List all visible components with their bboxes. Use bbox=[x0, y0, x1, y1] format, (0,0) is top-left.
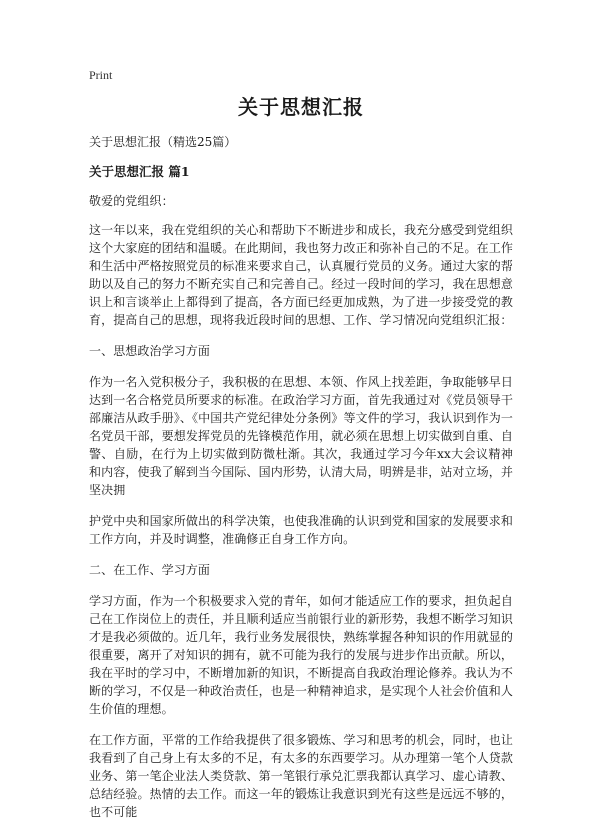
document-title: 关于思想汇报 bbox=[238, 95, 364, 119]
heading-work-study: 二、在工作、学习方面 bbox=[89, 563, 211, 577]
paragraph-political-study-continued: 护党中央和国家所做出的科学决策，也使我准确的认识到党和国家的发展要求和工作方向，并及时调整，准确修正自身工作方向。 bbox=[89, 514, 513, 546]
document-page bbox=[89, 68, 513, 834]
paragraph-intro: 这一年以来，我在党组织的关心和帮助下不断进步和成长，我充分感受到党组织这个大家庭的团结和温暖。在此期间，我也努力改正和弥补自己的不足。在工作和生活中严格按照党员的标准来要求自己，认真履行党员的义务。通过大家的帮助以及自己的努力不断充实自己和完善自己。经过一段时间的学习，我在思想意识上和言谈举止上都得到了提高，各方面已经更加成熟，为了进一步接受党的教育，提高自己的思想，现将我近段时间的思想、工作、学习情况向党组织汇报： bbox=[89, 223, 513, 327]
section-title: 关于思想汇报 篇1 bbox=[89, 164, 190, 179]
heading-political-study: 一、思想政治学习方面 bbox=[89, 344, 211, 358]
paragraph-political-study: 作为一名入党积极分子，我积极的在思想、本领、作风上找差距，争取能够早日达到一名合格党员所要求的标准。在政治学习方面，首先我通过对《党员领导干部廉洁从政手册》、《中国共产党纪律处分条例》等文件的学习，我认识到作为一名党员干部，要想发挥党员的先锋模范作用，就必须在思想上切实做到自重、自警、自励，在行为上切实做到防微杜渐。其次，我通过学习今年xx大会议精神和内容，使我了解到当今国际、国内形势，认清大局，明辨是非，站对立场，并坚决拥 bbox=[89, 375, 513, 497]
paragraph-study: 学习方面，作为一个积极要求入党的青年，如何才能适应工作的要求，担负起自己在工作岗位上的责任，并且顺利适应当前银行业的新形势，我想不断学习知识才是我必须做的。近几年，我行业务发展很快，熟练掌握各种知识的作用就显的很重要，离开了对知识的拥有，就不可能为我行的发展与进步作出贡献。所以，我在平时的学习中，不断增加新的知识，不断提高自我政治理论修养。我认为不断的学习，不仅是一种政治责任，也是一种精神追求，是实现个人社会价值和人生价值的理想。 bbox=[89, 594, 513, 716]
greeting: 敬爱的党组织： bbox=[89, 194, 174, 208]
document-subtitle: 关于思想汇报（精选25篇） bbox=[89, 135, 237, 149]
print-label: Print bbox=[89, 68, 113, 82]
paragraph-work: 在工作方面，平常的工作给我提供了很多锻炼、学习和思考的机会，同时，也让我看到了自己身上有太多的不足，有太多的东西要学习。从办理第一笔个人贷款业务、第一笔企业法人类贷款、第一笔银行承兑汇票我都认真学习、虚心请教、总结经验。热情的去工作。而这一年的锻炼让我意识到光有这些是远远不够的，也不可能 bbox=[89, 733, 513, 819]
